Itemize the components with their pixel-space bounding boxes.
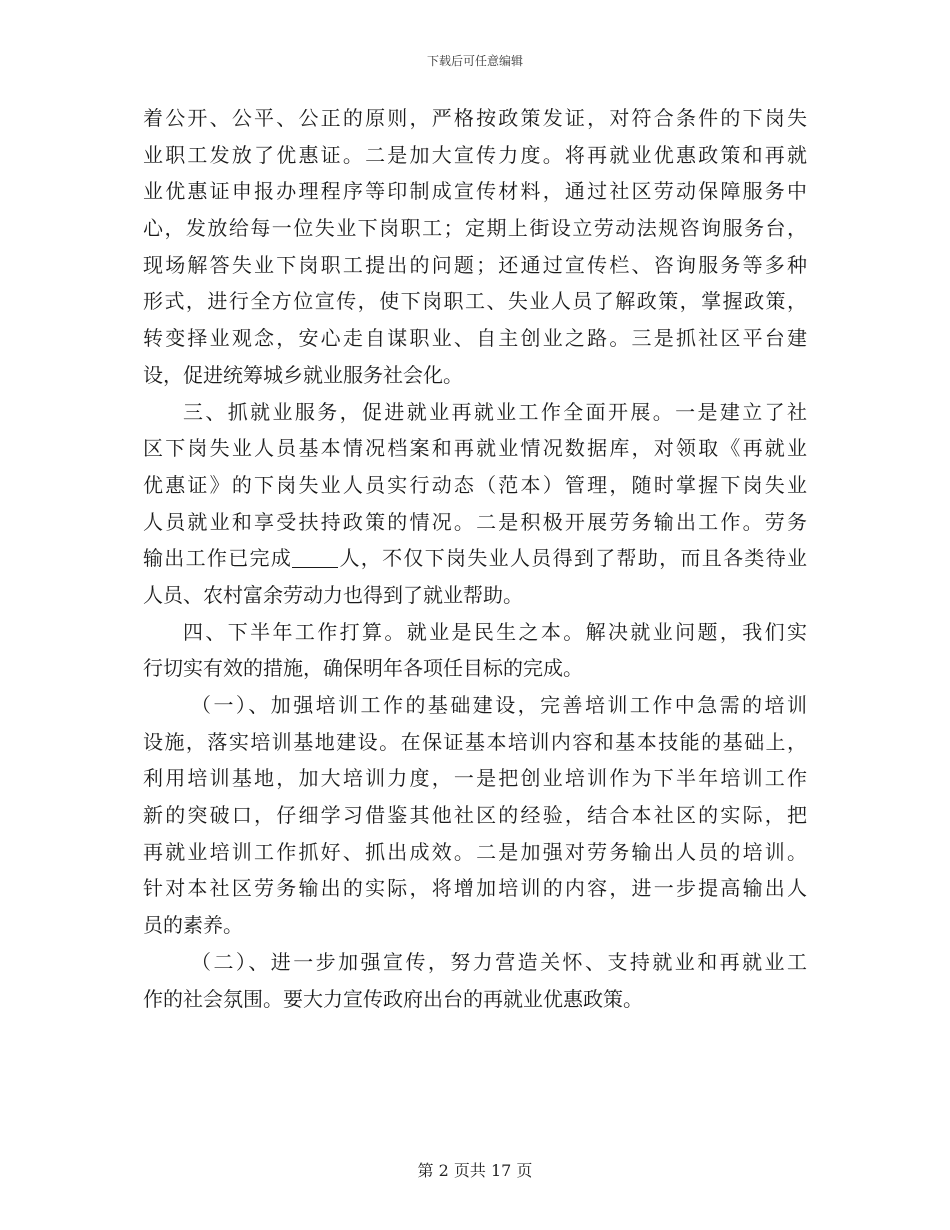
text-line: 再就业培训工作抓好、抓出成效。二是加强对劳务输出人员的培训。 (143, 839, 807, 864)
page-header: 下载后可任意编辑 (426, 54, 523, 68)
text-line: 设，促进统筹城乡就业服务社会化。 (143, 362, 463, 387)
text-line: （一）、加强培训工作的基础建设，完善培训工作中急需的培训 (191, 693, 807, 717)
page-number: 第 2 页共 17 页 (417, 1161, 533, 1180)
text-line: 员的素养。 (143, 913, 243, 938)
text-line: 三、抓就业服务，促进就业再就业工作全面开展。一是建立了社 (183, 399, 807, 424)
text-line: 着公开、公平、公正的原则，严格按政策发证，对符合条件的下岗失 (143, 106, 807, 130)
text-line: 业职工发放了优惠证。二是加大宣传力度。将再就业优惠政策和再就 (143, 142, 807, 167)
document-body (143, 100, 807, 1017)
text-fragment: 输出工作已完成 (143, 546, 293, 571)
text-line: 利用培训基地，加大培训力度，一是把创业培训作为下半年培训工作 (143, 766, 807, 791)
paragraph-5 (143, 944, 807, 1017)
text-line: 形式，进行全方位宣传，使下岗职工、失业人员了解政策，掌握政策， (143, 289, 807, 314)
text-line: 优惠证》的下岗失业人员实行动态（范本）管理，随时掌握下岗失业 (143, 472, 807, 497)
text-line: 作的社会氛围。要大力宣传政府出台的再就业优惠政策。 (143, 986, 643, 1011)
text-line: 区下岗失业人员基本情况档案和再就业情况数据库，对领取《再就业 (143, 436, 807, 461)
paragraph-3 (143, 614, 807, 687)
text-line: （二）、进一步加强宣传，努力营造关怀、支持就业和再就业工 (191, 949, 807, 974)
text-line: 心，发放给每一位失业下岗职工；定期上街设立劳动法规咨询服务台， (143, 216, 807, 241)
text-line: 现场解答失业下岗职工提出的问题；还通过宣传栏、咨询服务等多种 (143, 252, 807, 277)
text-fragment: 人，不仅下岗失业人员得到了帮助，而且各类待业 (338, 546, 808, 571)
text-line: 四、下半年工作打算。就业是民生之本。解决就业问题，我们实 (183, 619, 807, 644)
text-line: 人员就业和享受扶持政策的情况。二是积极开展劳务输出工作。劳务 (143, 509, 807, 534)
text-line: 人员、农村富余劳动力也得到了就业帮助。 (143, 582, 523, 607)
text-line: 设施，落实培训基地建设。在保证基本培训内容和基本技能的基础上， (143, 729, 807, 754)
text-line: 针对本社区劳务输出的实际，将增加培训的内容，进一步提高输出人 (143, 876, 807, 901)
text-line-with-blank (143, 540, 807, 577)
paragraph-1 (143, 100, 807, 394)
text-line: 业优惠证申报办理程序等印制成宣传材料，通过社区劳动保障服务中 (143, 179, 807, 204)
text-line: 新的突破口，仔细学习借鉴其他社区的经验，结合本社区的实际，把 (143, 803, 807, 828)
text-line: 转变择业观念，安心走自谋职业、自主创业之路。三是抓社区平台建 (143, 326, 807, 351)
text-line: 行切实有效的措施，确保明年各项任目标的完成。 (143, 656, 583, 681)
paragraph-4 (143, 687, 807, 944)
fill-in-blank (292, 547, 338, 568)
paragraph-2 (143, 394, 807, 614)
